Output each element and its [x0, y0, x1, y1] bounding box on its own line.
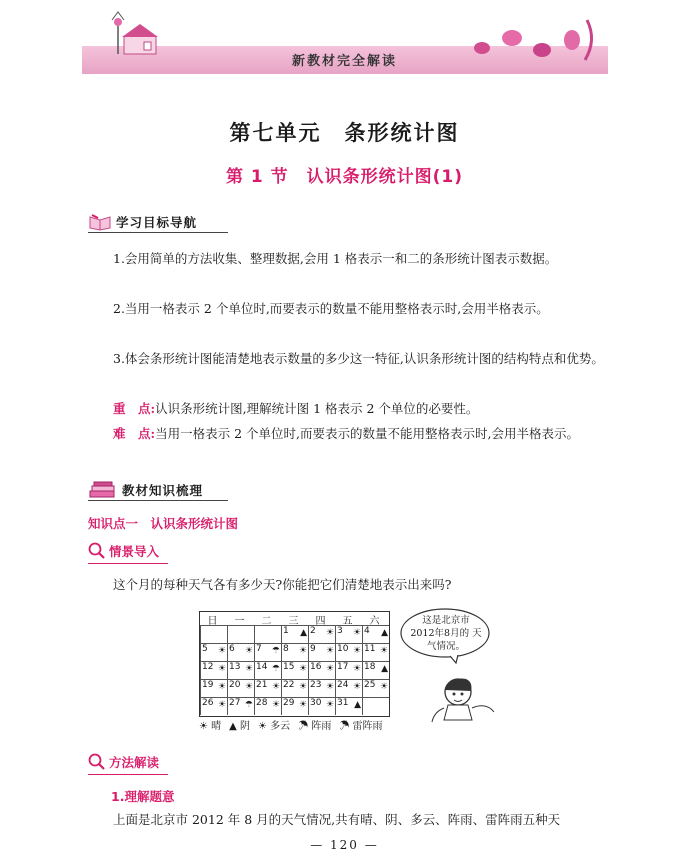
day-number: 23: [310, 680, 322, 690]
weather-icon: ☀: [217, 700, 226, 710]
books-icon: [88, 481, 118, 499]
unit-title: 第七单元 条形统计图: [229, 120, 460, 145]
calendar-day: [281, 679, 308, 697]
weather-icon: ☀: [325, 700, 334, 710]
weather-icon: ☀: [379, 646, 388, 656]
day-number: 2: [310, 626, 316, 636]
calendar-day: [227, 679, 254, 697]
weather-icon: ☀: [217, 664, 226, 674]
legend-item: ☂ 雷阵雨: [339, 721, 383, 732]
intro-heading: [88, 542, 159, 560]
weather-icon: ▲: [354, 700, 361, 710]
day-number: 30: [310, 698, 322, 708]
calendar-day: [200, 697, 227, 715]
calendar-day: [281, 625, 308, 643]
weather-icon: ☀: [244, 664, 253, 674]
key-point-text: 认识条形统计图,理解统计图 1 格表示 2 个单位的必要性。: [155, 401, 479, 416]
calendar-day: [227, 625, 254, 643]
weekday: 五: [342, 616, 353, 627]
calendar-day: [281, 661, 308, 679]
knowledge-point-title: 知识点一 认识条形统计图: [88, 516, 239, 531]
calendar-day: [254, 625, 281, 643]
day-number: 7: [256, 644, 262, 654]
weather-icon: ☀: [325, 664, 334, 674]
calendar-day: [200, 679, 227, 697]
legend-item: ☀ 晴: [199, 721, 222, 732]
weather-icon: ▲: [381, 664, 388, 674]
calendar-day: [200, 661, 227, 679]
knowledge-heading-label: 教材知识梳理: [122, 483, 204, 498]
day-number: 19: [202, 680, 214, 690]
weather-icon: ☀: [325, 628, 334, 638]
calendar-day: [362, 625, 389, 643]
weather-icon: ☂: [271, 646, 280, 656]
weather-legend: [199, 717, 383, 732]
weather-icon: ☀: [352, 646, 361, 656]
calendar-day: [227, 643, 254, 661]
day-number: 31: [337, 698, 349, 708]
calendar-day: [362, 679, 389, 697]
calendar-day: [227, 661, 254, 679]
day-number: 1: [283, 626, 289, 636]
page-number: — 120 —: [310, 838, 379, 852]
day-number: 17: [337, 662, 349, 672]
day-number: 10: [337, 644, 349, 654]
weekday: 二: [261, 616, 272, 627]
legend-item: ▲ 阴: [229, 721, 251, 732]
day-number: 6: [229, 644, 235, 654]
weather-icon: ☀: [244, 646, 253, 656]
book-icon: [88, 213, 112, 231]
magnifier-icon: [88, 542, 106, 560]
goals-heading: [88, 211, 197, 233]
calendar-day: [335, 697, 362, 715]
key-point: [88, 396, 608, 421]
key-point-label: 重 点:: [113, 401, 156, 416]
weather-icon: ☀: [352, 628, 361, 638]
day-number: 8: [283, 644, 289, 654]
goals-divider: [88, 232, 228, 233]
day-number: 4: [364, 626, 370, 636]
calendar-day: [308, 679, 335, 697]
weekday: 四: [315, 616, 326, 627]
method-heading: [88, 753, 159, 771]
legend-item: ☀ 多云: [258, 721, 291, 732]
day-number: 24: [337, 680, 349, 690]
weather-icon: ☀: [325, 682, 334, 692]
calendar-day: [308, 697, 335, 715]
calendar-day: [308, 661, 335, 679]
cartoon-kid-icon: [428, 672, 498, 727]
day-number: 20: [229, 680, 241, 690]
weather-icon: ☀: [217, 682, 226, 692]
calendar-day: [335, 661, 362, 679]
method-heading-label: 方法解读: [109, 755, 160, 770]
calendar-day: [335, 679, 362, 697]
calendar-day: [281, 697, 308, 715]
magnifier-icon: [88, 753, 106, 771]
day-number: 26: [202, 698, 214, 708]
day-number: 16: [310, 662, 322, 672]
section-title: 第 1 节 认识条形统计图(1): [225, 167, 464, 187]
day-number: 18: [364, 662, 376, 672]
day-number: 21: [256, 680, 268, 690]
goal-item-2: 2.当用一格表示 2 个单位时,而要表示的数量不能用整格表示时,会用半格表示。: [113, 301, 549, 316]
day-number: 11: [364, 644, 376, 654]
weather-icon: ☀: [298, 646, 307, 656]
calendar-day: [335, 625, 362, 643]
goals-heading-label: 学习目标导航: [116, 215, 198, 230]
method-text: 上面是北京市 2012 年 8 月的天气情况,共有晴、阴、多云、阵雨、雷阵雨五种天: [113, 812, 561, 827]
calendar-day: [254, 697, 281, 715]
weather-icon: ☀: [298, 682, 307, 692]
day-number: 25: [364, 680, 376, 690]
weather-icon: ☀: [217, 646, 226, 656]
calendar-grid: [200, 625, 389, 715]
intro-heading-label: 情景导入: [109, 544, 160, 559]
weather-icon: ▲: [300, 628, 307, 638]
weekday: 六: [369, 616, 380, 627]
method-subheading: 1.理解题意: [111, 789, 175, 804]
weather-icon: ☀: [325, 646, 334, 656]
weekday: 三: [288, 616, 299, 627]
intro-text: 这个月的每种天气各有多少天?你能把它们清楚地表示出来吗?: [113, 577, 452, 592]
weather-icon: ☀: [379, 682, 388, 692]
day-number: 28: [256, 698, 268, 708]
weather-icon: ☀: [298, 700, 307, 710]
calendar-day: [254, 679, 281, 697]
weather-icon: ☂: [244, 700, 253, 710]
goal-item-1: 1.会用简单的方法收集、整理数据,会用 1 格表示一和二的条形统计图表示数据。: [113, 251, 558, 266]
calendar-day: [227, 697, 254, 715]
hard-point: [88, 421, 608, 446]
weather-icon: ▲: [381, 628, 388, 638]
hard-point-text: 当用一格表示 2 个单位时,而要表示的数量不能用整格表示时,会用半格表示。: [155, 426, 579, 441]
intro-underline: [88, 563, 168, 564]
calendar-day: [335, 643, 362, 661]
day-number: 5: [202, 644, 208, 654]
day-number: 12: [202, 662, 214, 672]
calendar-day: [200, 643, 227, 661]
day-number: 29: [283, 698, 295, 708]
calendar-day: [362, 643, 389, 661]
day-number: 13: [229, 662, 241, 672]
day-number: 22: [283, 680, 295, 690]
calendar-day: [254, 661, 281, 679]
hard-point-label: 难 点:: [113, 426, 156, 441]
header-title: 新教材完全解读: [291, 54, 397, 69]
weather-icon: ☂: [271, 664, 280, 674]
weather-icon: ☀: [352, 664, 361, 674]
weather-icon: ☀: [244, 682, 253, 692]
weather-icon: ☀: [298, 664, 307, 674]
weather-icon: ☀: [271, 682, 280, 692]
day-number: 9: [310, 644, 316, 654]
day-number: 27: [229, 698, 241, 708]
weather-icon: ☀: [352, 682, 361, 692]
day-number: 15: [283, 662, 295, 672]
day-number: 14: [256, 662, 268, 672]
weekday: 一: [234, 616, 245, 627]
calendar-day: [362, 661, 389, 679]
bubble-text: 这是北京市 2012年8月的 天气情况。: [410, 615, 482, 652]
knowledge-divider: [88, 500, 228, 501]
method-underline: [88, 774, 168, 775]
goal-item-3: 3.体会条形统计图能清楚地表示数量的多少这一特征,认识条形统计图的结构特点和优势。: [113, 351, 604, 366]
calendar-day: [362, 697, 389, 715]
calendar-day: [281, 643, 308, 661]
calendar-day: [308, 643, 335, 661]
weather-icon: ☀: [271, 700, 280, 710]
calendar-day: [308, 625, 335, 643]
calendar-day: [254, 643, 281, 661]
day-number: 3: [337, 626, 343, 636]
weekday: 日: [207, 616, 218, 627]
legend-item: ☂ 阵雨: [298, 721, 332, 732]
knowledge-heading: [88, 479, 203, 501]
calendar-day: [200, 625, 227, 643]
